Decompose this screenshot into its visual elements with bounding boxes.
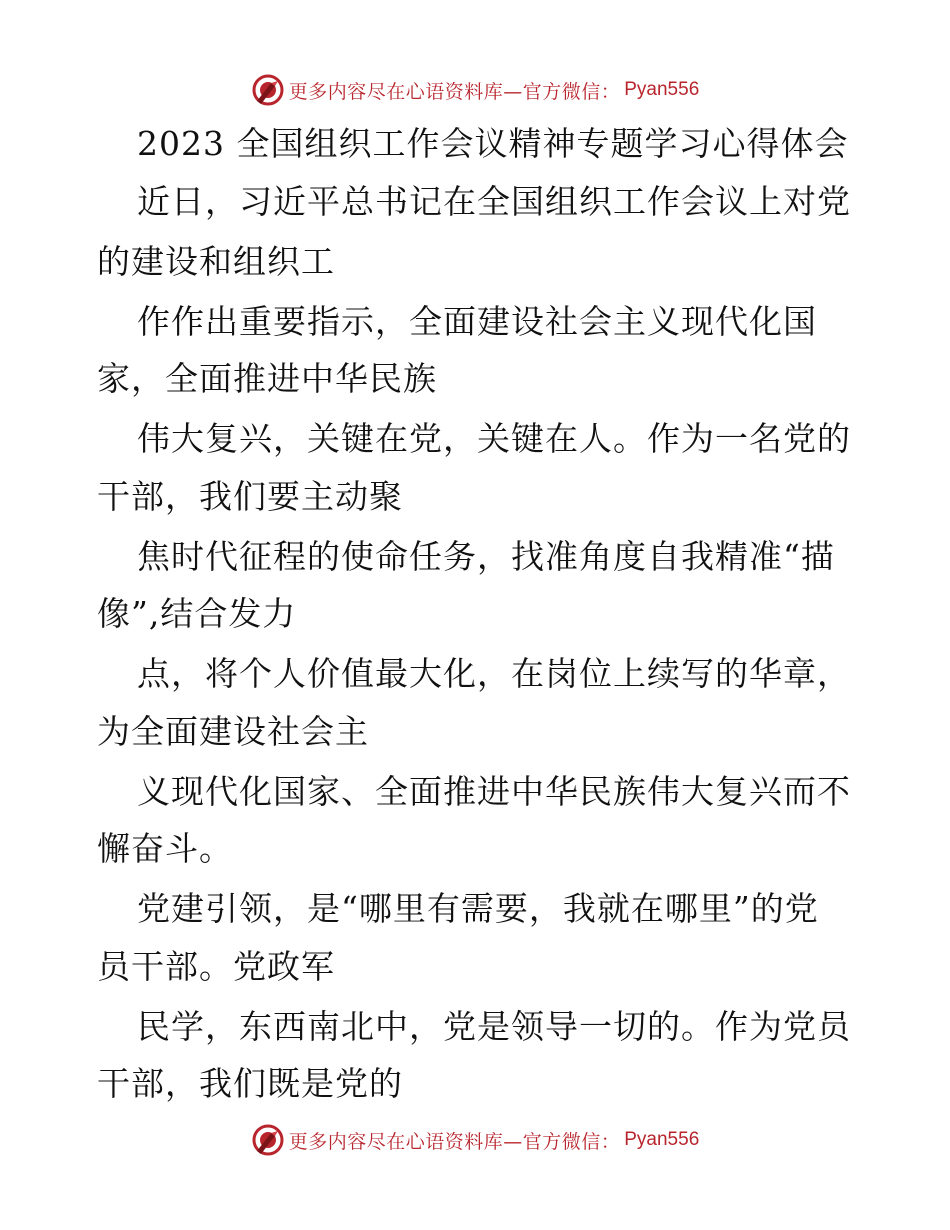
- paragraph-line: 义现代化国家、全面推进中华民族伟大复兴而不: [137, 772, 851, 811]
- paragraph-line: 懈奋斗。: [97, 829, 233, 868]
- red-pen-circle-logo-icon: [251, 73, 285, 107]
- paragraph-line: 焦时代征程的使命任务，找准角度自我精准“描: [137, 537, 835, 576]
- paragraph-line: 的建设和组织工: [97, 242, 335, 281]
- paragraph-line: 干部，我们既是党的: [97, 1064, 403, 1103]
- red-pen-circle-logo-icon: [251, 1123, 285, 1157]
- header-wechat-id: Pyan556: [624, 79, 700, 100]
- paragraph-line: 党建引领，是“哪里有需要，我就在哪里”的党: [137, 889, 819, 928]
- paragraph-line: 点，将个人价值最大化，在岗位上续写的华章，: [137, 654, 851, 693]
- paragraph-line: 员干部。党政军: [97, 947, 335, 986]
- paragraph-line: 近日，习近平总书记在全国组织工作会议上对党: [137, 182, 851, 221]
- paragraph-line: 为全面建设社会主: [97, 712, 369, 751]
- document-title: 2023 全国组织工作会议精神专题学习心得体会: [137, 124, 849, 163]
- paragraph-line: 作作出重要指示，全面建设社会主义现代化国: [137, 302, 817, 341]
- paragraph-line: 伟大复兴，关键在党，关键在人。作为一名党的: [137, 419, 851, 458]
- paragraph-line: 干部，我们要主动聚: [97, 477, 403, 516]
- paragraph-line: 像”,结合发力: [97, 594, 297, 633]
- paragraph-line: 民学，东西南北中，党是领导一切的。作为党员: [137, 1007, 851, 1046]
- header-banner: [0, 70, 950, 110]
- footer-banner-text: 更多内容尽在心语资料库—官方微信：: [288, 1130, 621, 1153]
- footer-wechat-id: Pyan556: [624, 1129, 700, 1150]
- header-banner-text: 更多内容尽在心语资料库—官方微信：: [288, 80, 621, 103]
- footer-banner: [0, 1120, 950, 1160]
- paragraph-line: 家，全面推进中华民族: [97, 359, 437, 398]
